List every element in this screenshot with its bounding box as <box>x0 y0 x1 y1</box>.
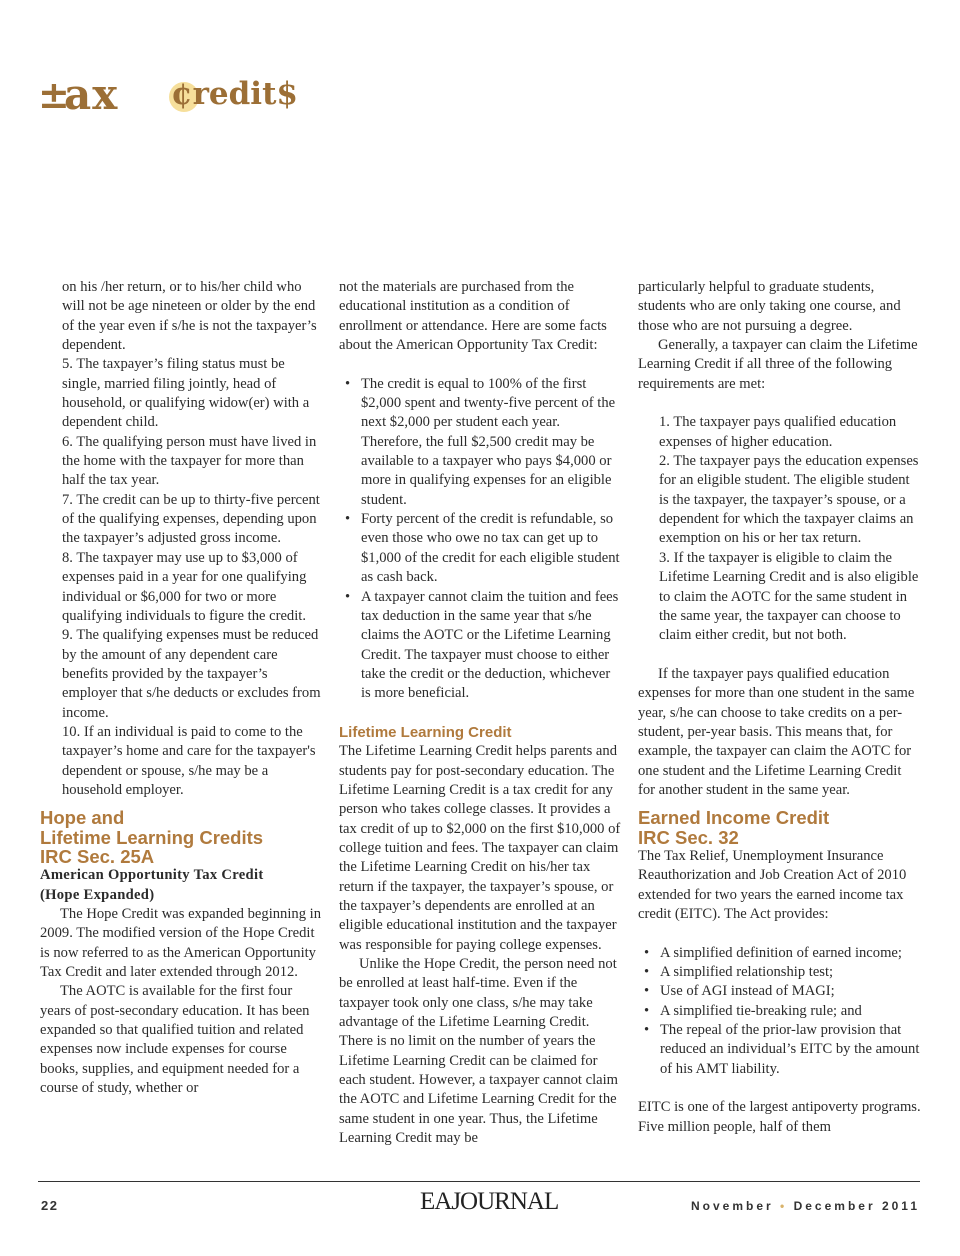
separator-dot: • <box>780 1199 788 1213</box>
list-item: 6. The qualifying person must have lived in the home with the taxpayer for more than half the tax year. <box>62 433 317 489</box>
list-item: • A taxpayer cannot claim the tuition and fees tax deduction in the same year that s/he claims the AOTC or the Lifetime Learning Credit. The taxpayer must choose to either take the credit or the deduction, whichever is more beneficial. <box>339 588 623 704</box>
issue-date <box>691 1199 920 1213</box>
footer-rule <box>38 1181 920 1182</box>
paragraph: The Tax Relief, Unemployment Insurance Reauthorization and Job Creation Act of 2010 extended for two years the earned income tax credit (EITC). The Act provides: <box>638 847 907 922</box>
list-item: • Use of AGI instead of MAGI; <box>638 982 922 1001</box>
subheading-line: (Hope Expanded) <box>40 886 155 903</box>
column-2 <box>339 278 623 1148</box>
section-logo <box>38 70 298 120</box>
list-item: 9. The qualifying expenses must be reduced by the amount of any dependent care benefits provided by the taxpayer’s employer that s/he deducts or excludes from income. <box>62 627 321 721</box>
bullet-list <box>638 944 922 1079</box>
column-3 <box>638 278 922 1137</box>
journal-logo: EAJOURNAL <box>420 1188 559 1215</box>
issue-month-year: December 2011 <box>793 1199 920 1213</box>
paragraph: not the materials are purchased from the educational institution as a condition of enrollment or attendance. Here are some facts about the American Opportunity Tax Credit: <box>339 279 607 354</box>
paragraph: The Lifetime Learning Credit helps parents and students pay for post-secondary education. The Lifetime Learning Credit is a tax credit for any person who takes college classes. It provides a tax credit of up to $2,000 on the first $10,000 of college tuition and fees. The taxpayer can claim the Lifetime Learning Credit on his/her tax return if the taxpayer, the taxpayer’s spouse, or the taxpayer’s dependents are enrolled at an eligible educational institution and the taxpayer was responsible for paying college expenses. <box>339 743 621 953</box>
paragraph: Generally, a taxpayer can claim the Lifetime Learning Credit if all three of the following requirements are met: <box>638 337 918 392</box>
section-heading-line: IRC Sec. 32 <box>638 826 739 848</box>
paragraph: If the taxpayer pays qualified education expenses for more than one student in the same year, s/he can choose to take credits on a per-student, per-year basis. This means that, for example, the taxpayer can claim the AOTC for one student and the Lifetime Learning Credit for another student in the same year. <box>638 665 915 798</box>
list-item: • A simplified definition of earned income; <box>638 944 922 963</box>
column-1 <box>40 278 324 1098</box>
list-item: • A simplified tie-breaking rule; and <box>638 1002 922 1021</box>
list-item: 3. If the taxpayer is eligible to claim the Lifetime Learning Credit and is also eligible to claim the AOTC for the same student in the same year, the taxpayer can choose to claim either credit, but not both. <box>659 549 919 644</box>
page-number: 22 <box>41 1198 59 1213</box>
logo-tax: ax <box>64 70 119 119</box>
paragraph: The Hope Credit was expanded beginning in 2009. The modified version of the Hope Credit is now referred to as the American Opportunity Tax Credit and later extended through 2012. <box>40 906 321 981</box>
list-item: 8. The taxpayer may use up to $3,000 of expenses paid in a year for one qualifying individual or $6,000 for two or more qualifying individuals to figure the credit. <box>62 549 307 624</box>
list-item: 7. The credit can be up to thirty-five percent of the qualifying expenses, depending upon the taxpayer’s adjusted gross income. <box>62 491 320 547</box>
section-heading-line: Hope and <box>40 807 125 829</box>
list-item: • Forty percent of the credit is refundable, so even those who owe no tax can get up to $1,000 of the credit for each eligible student as cash back. <box>339 510 623 587</box>
list-item: 1. The taxpayer pays qualified education expenses of higher education. <box>659 414 897 450</box>
bullet-list <box>339 375 623 704</box>
paragraph: Unlike the Hope Credit, the person need not be enrolled at least half-time. Even if the taxpayer took only one class, s/he may take advantage of the Lifetime Learning Credit. There is no limit on the number of years the Lifetime Learning Credit can be claimed for each student. However, a taxpayer cannot claim the AOTC and Lifetime Learning Credit for the same student in one year. Thus, the Lifetime Learning Credit may be <box>339 956 619 1147</box>
paragraph: particularly helpful to graduate students, students who are only taking one course, and those who are not pursuing a degree. <box>638 279 901 334</box>
list-item: • A simplified relationship test; <box>638 963 922 982</box>
subheading-line: American Opportunity Tax Credit <box>40 867 264 884</box>
paragraph: The AOTC is available for the first four years of post-secondary education. It has been expanded so that qualified tuition and related expenses now include expenses for course books, supplies, and equipment needed for a course of study, whether or <box>40 983 310 1097</box>
section-heading-line: Earned Income Credit <box>638 807 830 829</box>
list-item: 10. If an individual is paid to come to the taxpayer’s home and care for the taxpayer's dependent or spouse, s/he may be a household employer. <box>62 723 316 798</box>
list-item: 2. The taxpayer pays the education expenses for an eligible student. The eligible student is the taxpayer, the taxpayer’s spouse, or a dependent for which the taxpayer claims an exemption on his or her tax return. <box>659 453 919 547</box>
plus-minus-glyph: ± <box>38 72 70 117</box>
list-item: • The repeal of the prior-law provision that reduced an individual’s EITC by the amount of his AMT liability. <box>638 1021 922 1079</box>
list-item: 5. The taxpayer’s filing status must be single, married filing jointly, head of household, or qualifying widow(er) with a dependent child. <box>62 356 310 431</box>
section-heading: Lifetime Learning Credit <box>339 723 512 741</box>
section-heading-line: Lifetime Learning Credits <box>40 826 264 848</box>
list-item: • The credit is equal to 100% of the first $2,000 spent and twenty-five percent of the next $2,000 per student each year. Therefore, the full $2,500 credit may be available to a taxpayer who pays $4,000 or more in qualifying expenses for an eligible student. <box>339 375 623 510</box>
section-heading-line: IRC Sec. 25A <box>40 845 155 867</box>
issue-month: November <box>691 1199 774 1213</box>
paragraph: EITC is one of the largest antipoverty programs. Five million people, half of them <box>638 1099 921 1135</box>
paragraph: on his /her return, or to his/her child who will not be age nineteen or older by the end of the year even if s/he is not the taxpayer’s dependent. <box>62 279 317 354</box>
logo-credits: ¢redit$ <box>171 76 298 112</box>
